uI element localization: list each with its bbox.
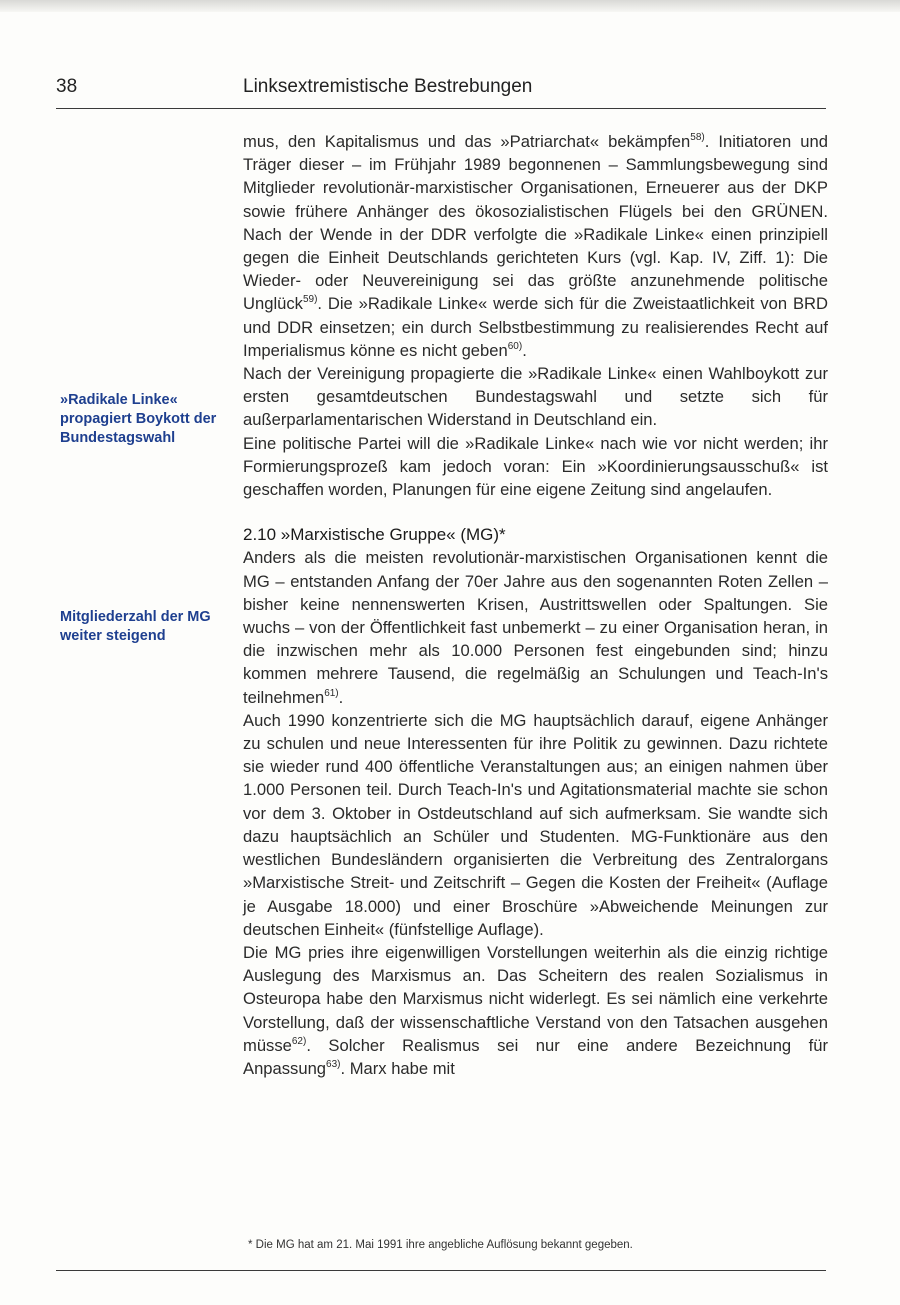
- paragraph: Eine politische Partei will die »Radikale Linke« nach wie vor nicht werden; ihr Formierungsprozeß kam jedoch voran: Ein »Koordinierungsausschuß« ist geschaffen worden, Planungen für eine eigene Zeitung sind angelaufen.: [243, 433, 828, 500]
- footnote-ref: 58): [690, 132, 705, 143]
- margin-note-radikale-linke: »Radikale Linke« propagiert Boykott der Bundestagswahl: [60, 392, 217, 446]
- footnote-ref: 62): [291, 1035, 307, 1047]
- text-run: . Die »Radikale Linke« werde sich für die Zweistaatlichkeit von BRD und DDR einsetzen; ein durch Selbstbestimmung zu realisierendes Recht auf Imperialismus könne es nicht geben: [243, 294, 828, 360]
- section-heading: 2.10 »Marxistische Gruppe« (MG)*: [243, 525, 506, 545]
- running-title: Linksextremistische Bestrebungen: [243, 76, 533, 97]
- header-rule: [56, 108, 826, 109]
- text-run: .: [338, 687, 344, 707]
- main-text: [243, 130, 828, 1080]
- paragraph: [243, 941, 828, 1080]
- footnote-ref: 63): [326, 1058, 341, 1070]
- margin-note-mg-membership: Mitgliederzahl der MG weiter steigend: [60, 609, 211, 644]
- paragraph: [243, 546, 828, 708]
- text-run: Nach der Vereinigung propagierte die »Radikale Linke« einen Wahlboykott zur ersten gesamtdeutschen Bundestagswahl und setzte sich für außerparlamentarischen Widerstand in Deutschland ein.: [243, 364, 828, 430]
- footnote: * Die MG hat am 21. Mai 1991 ihre angebliche Auflösung bekannt gegeben.: [248, 1239, 633, 1251]
- footnote-ref: 59): [302, 294, 318, 306]
- paragraph: [243, 130, 828, 432]
- footer-rule: [56, 1270, 826, 1271]
- text-run: . Solcher Realismus sei nur eine andere Bezeichnung für Anpassung: [243, 1035, 828, 1078]
- page-number: 38: [56, 76, 78, 97]
- footnote-ref: 61): [324, 687, 339, 699]
- scan-top-edge: [0, 0, 900, 12]
- text-run: Die MG pries ihre eigenwilligen Vorstellungen weiterhin als die einzig richtige Auslegung des Marxismus an. Das Scheitern des realen Sozialismus in Osteuropa habe den Marxismus nicht widerlegt. Es sei nämlich eine verkehrte Vorstellung, daß der wissenschaftliche Verstand von den Tatsachen ausgehen müsse: [243, 942, 828, 1055]
- paragraph: Auch 1990 konzentrierte sich die MG hauptsächlich darauf, eigene Anhänger zu schulen und neue Interessenten für ihre Politik zu gewinnen. Dazu richtete sie wieder rund 400 öffentliche Veranstaltungen aus; an einigen nahmen über 1.000 Personen teil. Durch Teach-In's und Agitationsmaterial machte sie schon vor dem 3. Oktober in Ostdeutschland auf sich aufmerksam. Sie wandte sich dazu hauptsächlich an Schüler und Studenten. MG-Funktionäre aus den westlichen Bundesländern organisierten die Verbreitung des Zentralorgans »Marxistische Streit- und Zeitschrift – Gegen die Kosten der Freiheit« (Auflage je Ausgabe 18.000) und einer Broschüre »Abweichende Meinungen zur deutschen Einheit« (fünfstellige Auflage).: [243, 710, 828, 939]
- text-run: Anders als die meisten revolutionär-marxistischen Organisationen kennt die MG – entstanden Anfang der 70er Jahre aus den sogenannten Roten Zellen – bisher keine nennenswerten Krisen, Austrittswellen oder Spaltungen. Sie wuchs – von der Öffentlichkeit fast unbemerkt – zu einer Organisation heran, in die inzwischen mehr als 10.000 Personen fest eingebunden sind; hinzu kommen mehrere Tausend, die regelmäßig an Schulungen und Teach-In's teilnehmen: [243, 548, 828, 707]
- text-run: . Initiatoren und Träger dieser – im Frühjahr 1989 begonnenen – Sammlungsbewegung sind Mitglieder revolutionär-marxistischer Organisationen, Erneuerer aus der DKP sowie frühere Anhänger des ökosozialistischen Flügels bei den GRÜNEN. Nach der Wende in der DDR verfolgte die »Radikale Linke« einen prinzipiell gegen die Einheit Deutschlands gerichteten Kurs (vgl. Kap. IV, Ziff. 1): Die Wieder- oder Neuvereinigung sei das größte anzunehmende politische Unglück: [243, 132, 828, 314]
- footnote-ref: 60): [507, 340, 523, 352]
- text-run: .: [522, 340, 527, 360]
- text-run: mus, den Kapitalismus und das »Patriarchat« bekämpfen: [243, 132, 691, 151]
- text-run: . Marx habe mit: [340, 1058, 455, 1078]
